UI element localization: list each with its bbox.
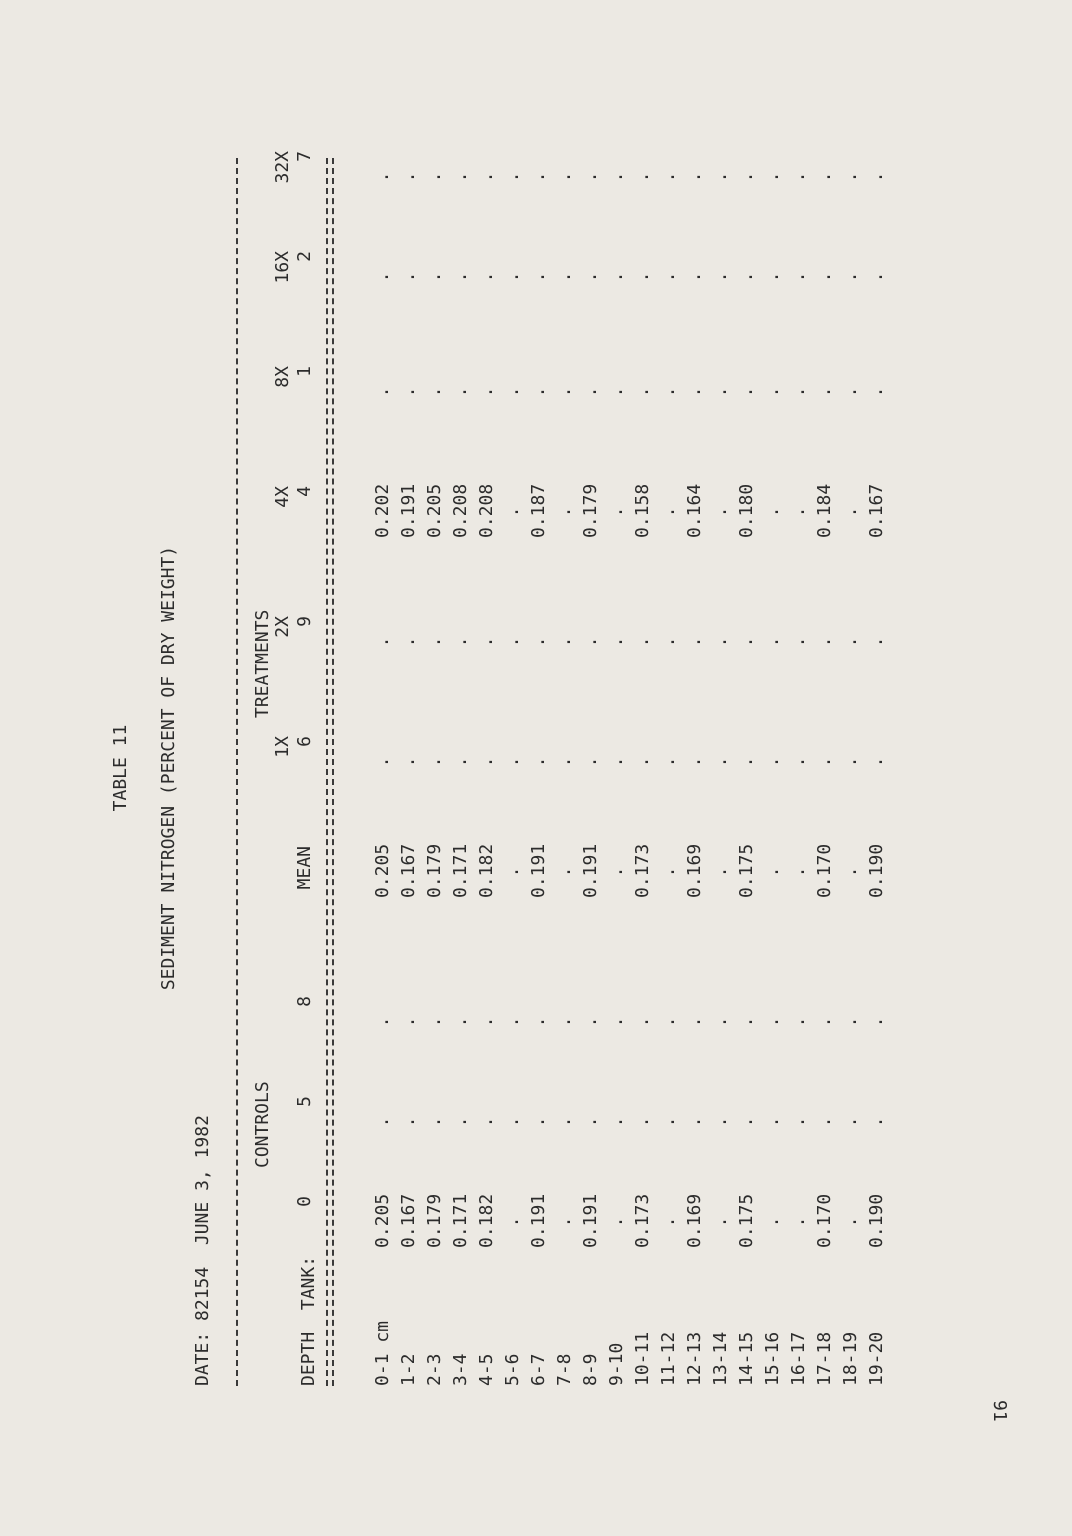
date-line: DATE: 82154 JUNE 3, 1982: [192, 1115, 213, 1386]
table-cell: .: [476, 756, 497, 768]
table-cell: .: [684, 756, 705, 768]
table-cell: .: [554, 1016, 575, 1028]
table-cell: .: [372, 271, 393, 283]
table-cell: .: [606, 506, 627, 518]
depth-cell: 5-6: [502, 1353, 523, 1386]
table-cell: .: [840, 1216, 861, 1228]
table-cell: 0.191: [528, 843, 549, 898]
depth-cell: 13-14: [710, 1331, 731, 1386]
table-cell: .: [710, 866, 731, 878]
table-cell: 0.169: [684, 843, 705, 898]
table-cell: .: [424, 1116, 445, 1128]
table-cell: 0.167: [866, 483, 887, 538]
table-cell: .: [736, 1016, 757, 1028]
table-cell: .: [840, 866, 861, 878]
table-cell: .: [684, 1016, 705, 1028]
table-cell: .: [658, 1216, 679, 1228]
table-cell: .: [580, 271, 601, 283]
depth-cell: 1-2: [398, 1353, 419, 1386]
table-cell: .: [840, 636, 861, 648]
table-cell: .: [788, 756, 809, 768]
table-cell: 0.171: [450, 1193, 471, 1248]
table-cell: .: [528, 171, 549, 183]
table-cell: .: [606, 386, 627, 398]
table-cell: 0.208: [450, 483, 471, 538]
depth-cell: 11-12: [658, 1331, 679, 1386]
table-cell: .: [632, 1016, 653, 1028]
table-cell: .: [606, 1016, 627, 1028]
tank-header: 6: [294, 736, 315, 747]
table-cell: .: [710, 171, 731, 183]
table-cell: .: [476, 636, 497, 648]
table-cell: 0.173: [632, 1193, 653, 1248]
depth-cell: 19-20: [866, 1331, 887, 1386]
table-cell: .: [736, 636, 757, 648]
table-cell: .: [424, 386, 445, 398]
table-cell: .: [866, 1016, 887, 1028]
table-cell: .: [502, 866, 523, 878]
table-cell: 0.169: [684, 1193, 705, 1248]
table-cell: .: [658, 386, 679, 398]
table-cell: .: [424, 271, 445, 283]
tank-header: MEAN: [294, 846, 315, 890]
table-cell: 0.187: [528, 483, 549, 538]
table-cell: .: [398, 756, 419, 768]
table-cell: .: [398, 271, 419, 283]
tank-header: 4: [294, 486, 315, 497]
table-cell: .: [398, 171, 419, 183]
table-cell: .: [424, 1016, 445, 1028]
table-cell: .: [762, 756, 783, 768]
table-cell: .: [502, 636, 523, 648]
table-cell: .: [450, 386, 471, 398]
table-cell: 0.205: [372, 843, 393, 898]
depth-cell: 18-19: [840, 1331, 861, 1386]
table-cell: .: [814, 756, 835, 768]
table-cell: .: [866, 756, 887, 768]
tank-header: 7: [294, 151, 315, 162]
table-cell: .: [450, 1016, 471, 1028]
table-cell: 0.182: [476, 1193, 497, 1248]
table-cell: .: [528, 386, 549, 398]
table-cell: .: [710, 271, 731, 283]
table-cell: .: [840, 506, 861, 518]
dose-header: 32X: [272, 151, 293, 184]
page-number: 91: [989, 1400, 1010, 1422]
table-cell: .: [476, 1016, 497, 1028]
table-cell: .: [762, 1216, 783, 1228]
depth-cell: 12-13: [684, 1331, 705, 1386]
table-cell: .: [762, 1016, 783, 1028]
table-cell: .: [554, 271, 575, 283]
table-cell: .: [710, 506, 731, 518]
table-cell: .: [450, 756, 471, 768]
depth-cell: 8-9: [580, 1353, 601, 1386]
table-cell: .: [632, 386, 653, 398]
table-cell: .: [788, 636, 809, 648]
table-cell: .: [372, 386, 393, 398]
table-cell: .: [606, 866, 627, 878]
dose-header: 4X: [272, 486, 293, 508]
table-cell: .: [840, 271, 861, 283]
table-cell: .: [580, 1116, 601, 1128]
table-cell: 0.171: [450, 843, 471, 898]
table-cell: .: [788, 271, 809, 283]
table-cell: .: [502, 271, 523, 283]
table-cell: .: [840, 1016, 861, 1028]
table-cell: 0.175: [736, 1193, 757, 1248]
table-cell: .: [632, 756, 653, 768]
table-cell: .: [580, 386, 601, 398]
table-cell: 0.191: [398, 483, 419, 538]
table-cell: .: [606, 636, 627, 648]
table-cell: .: [502, 171, 523, 183]
top-rule: [236, 158, 238, 1386]
table-cell: .: [632, 1116, 653, 1128]
header-rule-2: [332, 158, 334, 1386]
table-cell: .: [606, 271, 627, 283]
table-cell: 0.191: [580, 1193, 601, 1248]
table-cell: .: [736, 386, 757, 398]
depth-cell: 15-16: [762, 1331, 783, 1386]
depth-cell: 3-4: [450, 1353, 471, 1386]
table-cell: .: [788, 866, 809, 878]
table-cell: .: [684, 1116, 705, 1128]
table-cell: .: [814, 171, 835, 183]
table-cell: .: [528, 756, 549, 768]
header-rule: [326, 158, 328, 1386]
table-cell: .: [658, 506, 679, 518]
table-cell: 0.167: [398, 843, 419, 898]
tank-header: 9: [294, 616, 315, 627]
table-cell: .: [788, 1016, 809, 1028]
dose-header: 16X: [272, 251, 293, 284]
table-cell: .: [372, 636, 393, 648]
table-cell: .: [658, 756, 679, 768]
table-cell: 0.208: [476, 483, 497, 538]
tank-header: 8: [294, 996, 315, 1007]
table-cell: 0.182: [476, 843, 497, 898]
depth-cell: 2-3: [424, 1353, 445, 1386]
depth-cell: 0-1 cm: [372, 1320, 393, 1386]
table-cell: .: [398, 1016, 419, 1028]
depth-cell: 14-15: [736, 1331, 757, 1386]
table-cell: .: [424, 756, 445, 768]
depth-cell: 16-17: [788, 1331, 809, 1386]
table-cell: .: [866, 171, 887, 183]
table-cell: .: [554, 756, 575, 768]
table-cell: 0.179: [424, 843, 445, 898]
table-cell: 0.190: [866, 843, 887, 898]
table-cell: .: [710, 1116, 731, 1128]
table-cell: .: [554, 386, 575, 398]
controls-header: CONTROLS: [252, 1081, 273, 1168]
table-cell: .: [606, 171, 627, 183]
table-cell: 0.205: [372, 1193, 393, 1248]
table-cell: .: [814, 386, 835, 398]
table-cell: .: [762, 1116, 783, 1128]
tank-header: 5: [294, 1096, 315, 1107]
table-cell: .: [710, 1016, 731, 1028]
table-cell: .: [710, 386, 731, 398]
table-cell: .: [710, 1216, 731, 1228]
table-cell: .: [814, 271, 835, 283]
table-cell: .: [372, 756, 393, 768]
table-cell: .: [554, 1216, 575, 1228]
table-cell: 0.170: [814, 1193, 835, 1248]
dose-header: 2X: [272, 616, 293, 638]
table-cell: .: [736, 1116, 757, 1128]
table-cell: .: [450, 636, 471, 648]
dose-header: 1X: [272, 736, 293, 758]
table-cell: .: [710, 636, 731, 648]
table-cell: .: [502, 1116, 523, 1128]
table-subtitle: SEDIMENT NITROGEN (PERCENT OF DRY WEIGHT): [158, 545, 179, 991]
table-cell: .: [554, 636, 575, 648]
table-cell: .: [476, 271, 497, 283]
tank-header: 0: [294, 1196, 315, 1207]
table-cell: .: [606, 1116, 627, 1128]
table-cell: .: [684, 636, 705, 648]
table-cell: .: [632, 271, 653, 283]
table-cell: .: [580, 171, 601, 183]
table-cell: .: [762, 506, 783, 518]
table-cell: .: [762, 866, 783, 878]
table-cell: .: [580, 1016, 601, 1028]
table-cell: .: [658, 1016, 679, 1028]
dose-header: 8X: [272, 366, 293, 388]
table-cell: 0.170: [814, 843, 835, 898]
table-cell: .: [788, 1216, 809, 1228]
table-cell: .: [866, 386, 887, 398]
table-cell: .: [840, 1116, 861, 1128]
table-cell: .: [658, 1116, 679, 1128]
table-title: TABLE 11: [110, 724, 131, 812]
table-cell: .: [372, 1016, 393, 1028]
tank-header: 2: [294, 251, 315, 262]
depth-cell: 7-8: [554, 1353, 575, 1386]
table-cell: .: [502, 1016, 523, 1028]
table-cell: .: [424, 636, 445, 648]
table-cell: .: [398, 1116, 419, 1128]
table-cell: .: [580, 636, 601, 648]
table-cell: .: [554, 506, 575, 518]
table-cell: 0.175: [736, 843, 757, 898]
depth-cell: 4-5: [476, 1353, 497, 1386]
table-cell: .: [554, 171, 575, 183]
table-cell: .: [658, 271, 679, 283]
table-cell: .: [528, 271, 549, 283]
table-cell: .: [554, 866, 575, 878]
table-cell: 0.158: [632, 483, 653, 538]
table-cell: .: [788, 386, 809, 398]
table-cell: 0.190: [866, 1193, 887, 1248]
table-cell: .: [866, 271, 887, 283]
table-cell: 0.202: [372, 483, 393, 538]
table-cell: .: [840, 171, 861, 183]
table-cell: .: [814, 1116, 835, 1128]
table-cell: .: [762, 271, 783, 283]
table-cell: 0.179: [424, 1193, 445, 1248]
table-cell: .: [762, 636, 783, 648]
depth-cell: 17-18: [814, 1331, 835, 1386]
table-cell: 0.167: [398, 1193, 419, 1248]
depth-cell: 6-7: [528, 1353, 549, 1386]
table-cell: .: [476, 171, 497, 183]
table-cell: .: [528, 636, 549, 648]
table-cell: .: [632, 171, 653, 183]
table-cell: .: [606, 756, 627, 768]
depth-cell: 10-11: [632, 1331, 653, 1386]
table-cell: .: [736, 756, 757, 768]
table-cell: .: [658, 636, 679, 648]
table-cell: .: [814, 636, 835, 648]
tank-label: DEPTH TANK:: [298, 1255, 319, 1386]
table-cell: 0.180: [736, 483, 757, 538]
table-cell: .: [450, 271, 471, 283]
table-cell: 0.205: [424, 483, 445, 538]
table-cell: .: [762, 386, 783, 398]
table-cell: 0.164: [684, 483, 705, 538]
table-cell: .: [424, 171, 445, 183]
table-cell: 0.179: [580, 483, 601, 538]
table-cell: .: [450, 1116, 471, 1128]
table-cell: 0.191: [580, 843, 601, 898]
table-cell: .: [450, 171, 471, 183]
table-cell: .: [632, 636, 653, 648]
table-cell: .: [476, 386, 497, 398]
table-cell: .: [788, 171, 809, 183]
depth-cell: 9-10: [606, 1342, 627, 1386]
table-cell: .: [606, 1216, 627, 1228]
table-cell: .: [554, 1116, 575, 1128]
table-cell: .: [840, 386, 861, 398]
table-cell: .: [658, 171, 679, 183]
table-cell: .: [580, 756, 601, 768]
table-cell: .: [866, 1116, 887, 1128]
table-cell: .: [710, 756, 731, 768]
treatments-header: TREATMENTS: [252, 609, 273, 718]
table-cell: .: [528, 1116, 549, 1128]
table-cell: .: [736, 271, 757, 283]
table-cell: .: [398, 386, 419, 398]
table-cell: .: [502, 756, 523, 768]
table-cell: .: [502, 386, 523, 398]
table-cell: .: [840, 756, 861, 768]
table-cell: .: [372, 1116, 393, 1128]
table-cell: .: [736, 171, 757, 183]
table-cell: .: [372, 171, 393, 183]
table-cell: .: [476, 1116, 497, 1128]
table-cell: .: [528, 1016, 549, 1028]
table-cell: .: [658, 866, 679, 878]
tank-header: 1: [294, 366, 315, 377]
table-cell: .: [814, 1016, 835, 1028]
table-cell: .: [866, 636, 887, 648]
table-cell: .: [684, 386, 705, 398]
table-cell: .: [502, 506, 523, 518]
table-cell: .: [684, 171, 705, 183]
table-cell: 0.184: [814, 483, 835, 538]
table-cell: 0.173: [632, 843, 653, 898]
table-cell: .: [762, 171, 783, 183]
table-cell: .: [684, 271, 705, 283]
table-cell: .: [788, 1116, 809, 1128]
table-cell: 0.191: [528, 1193, 549, 1248]
table-cell: .: [788, 506, 809, 518]
table-cell: .: [502, 1216, 523, 1228]
table-cell: .: [398, 636, 419, 648]
